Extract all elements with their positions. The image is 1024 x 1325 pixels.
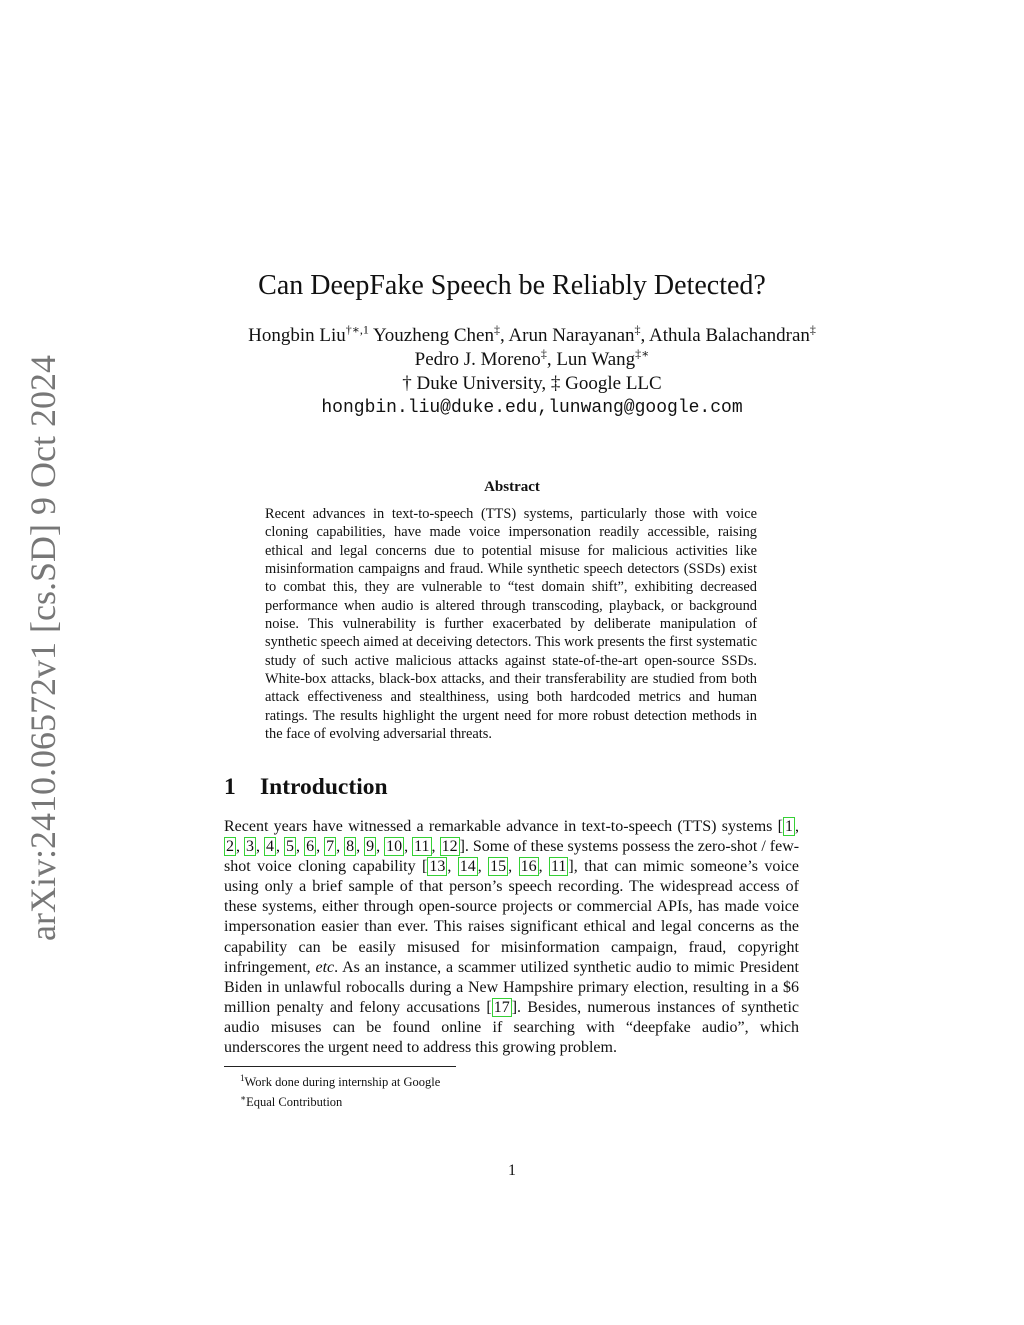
author-name: Lun Wang [556,349,636,370]
citation-link[interactable]: 16 [520,858,537,876]
citation-link[interactable]: 4 [266,838,275,856]
text-run: ]. Some of these systems possess the zero-shot / few-shot voice cloning capability [ [224,838,800,876]
author-block [0,324,1024,420]
citation-link[interactable]: 11 [414,838,430,856]
citation-link[interactable]: 9 [366,838,375,856]
etc-emphasis: etc [315,958,335,976]
footnote-mark: 1 [240,1073,245,1083]
author-name: Arun Narayanan [508,325,635,346]
abstract-text: Recent advances in text-to-speech (TTS) systems, particularly those with voice cloning capabilities, have made voice impersonation readily accessible, raising ethical and legal concerns due to potential misuse for malicious activities like misinformation campaigns and fraud. While synthetic speech detectors (SSDs) exist to combat this, they are vulnerable to “test domain shift”, exhibiting decreased performance when audio is altered through transcoding, playback, or background noise. This vulnerability is further exacerbated by deliberate manipulation of synthetic speech aimed at deceiving detectors. This work presents the first systematic study of such active malicious attacks against state-of-the-art open-source SSDs. White-box attacks, black-box attacks, and their transferability are studied from both attack effectiveness and stealthiness, using both hardcoded metrics and human ratings. The results highlight the urgent need for more robust detection methods in the face of evolving adversarial threats. [265,506,757,743]
paper-title: Can DeepFake Speech be Reliably Detected? [258,270,766,301]
footnote-text: Work done during internship at Google [244,1075,441,1090]
text-run: ]. Besides, numerous instances of synthetic audio misuses can be found online if searching with “deepfake audio”, which underscores the urgent need to address this growing problem. [224,998,800,1057]
citation-link[interactable]: 17 [493,998,510,1016]
citation-link[interactable]: 13 [429,858,446,876]
text-run: Recent years have witnessed a remarkable advance in text-to-speech (TTS) systems [ [224,818,783,835]
abstract-heading: Abstract [484,479,540,495]
author-name: Youzheng Chen [372,325,494,346]
citation-link[interactable]: 3 [246,838,255,856]
section-number: 1 [224,774,236,800]
introduction-paragraph [224,817,799,1058]
author-emails: hongbin.liu@duke.edu,lunwang@google.com [321,398,743,418]
citation-link[interactable]: 10 [386,838,403,856]
citation-link[interactable]: 6 [306,838,315,856]
footnote [240,1070,800,1090]
citation-link[interactable]: 1 [785,818,793,835]
author-mark: ‡∗ [635,346,650,361]
footnote-mark: ∗ [240,1093,247,1104]
citation-link[interactable]: 2 [226,838,234,856]
author-line-1: Hongbin Liu$^{\dagger∗,1}$ Youzheng Chen‡, Arun Narayanan‡, Athula Balachandran‡ [248,322,816,346]
author-mark: †∗,1 [345,322,369,337]
footnotes [240,1070,800,1110]
section-heading-introduction [224,772,388,802]
author-mark: ‡ [809,322,816,337]
author-mark: ‡ [540,346,547,361]
citation-link[interactable]: 7 [326,838,335,856]
footnote [240,1090,800,1110]
citation-group: 13 , 14 , 15 , 16 , 11 [429,858,567,876]
author-mark: ‡ [634,322,641,337]
affiliations: † Duke University, ‡ Google LLC [402,373,662,394]
author-name: Pedro J. Moreno [414,349,541,370]
citation-group: 1 , 2 , 3 , 4 , 5 , 6 , 7 , 8 , 9 , 10 , 11 , 12 [226,818,799,856]
author-name: Hongbin Liu [248,325,346,346]
text-run: . As an instance, a scammer utilized synthetic audio to mimic President Biden in unlawful robocalls during a New Hampshire primary election, resulting in a $6 million penalty and felony accusations [ [224,958,799,1016]
footnote-divider [224,1066,456,1067]
arxiv-identifier-stamp: arXiv:2410.06572v1 [cs.SD] 9 Oct 2024 [23,355,63,941]
author-line-2: Pedro J. Moreno‡, Lun Wang‡∗ [414,346,650,370]
citation-link[interactable]: 15 [490,858,507,876]
citation-link[interactable]: 5 [286,838,295,856]
author-name: Athula Balachandran [648,325,810,346]
citation-link[interactable]: 12 [441,838,458,856]
section-title: Introduction [260,774,388,800]
author-mark: ‡ [493,322,500,337]
citation-link[interactable]: 14 [459,858,476,876]
footnote-text: Equal Contribution [246,1095,343,1110]
citation-link[interactable]: 8 [346,838,355,856]
page-number: 1 [508,1162,516,1179]
citation-link[interactable]: 11 [550,858,567,876]
text-run: ], that can mimic someone’s voice using only a brief sample of that person’s speech recording. The widespread access of these systems, either through open-source projects or commercial APIs, has made voice impersonation easier than ever. This raises significant ethical and legal concerns as the capability can be easily misused for misinformation campaign, fraud, copyright infringement, [224,858,799,976]
